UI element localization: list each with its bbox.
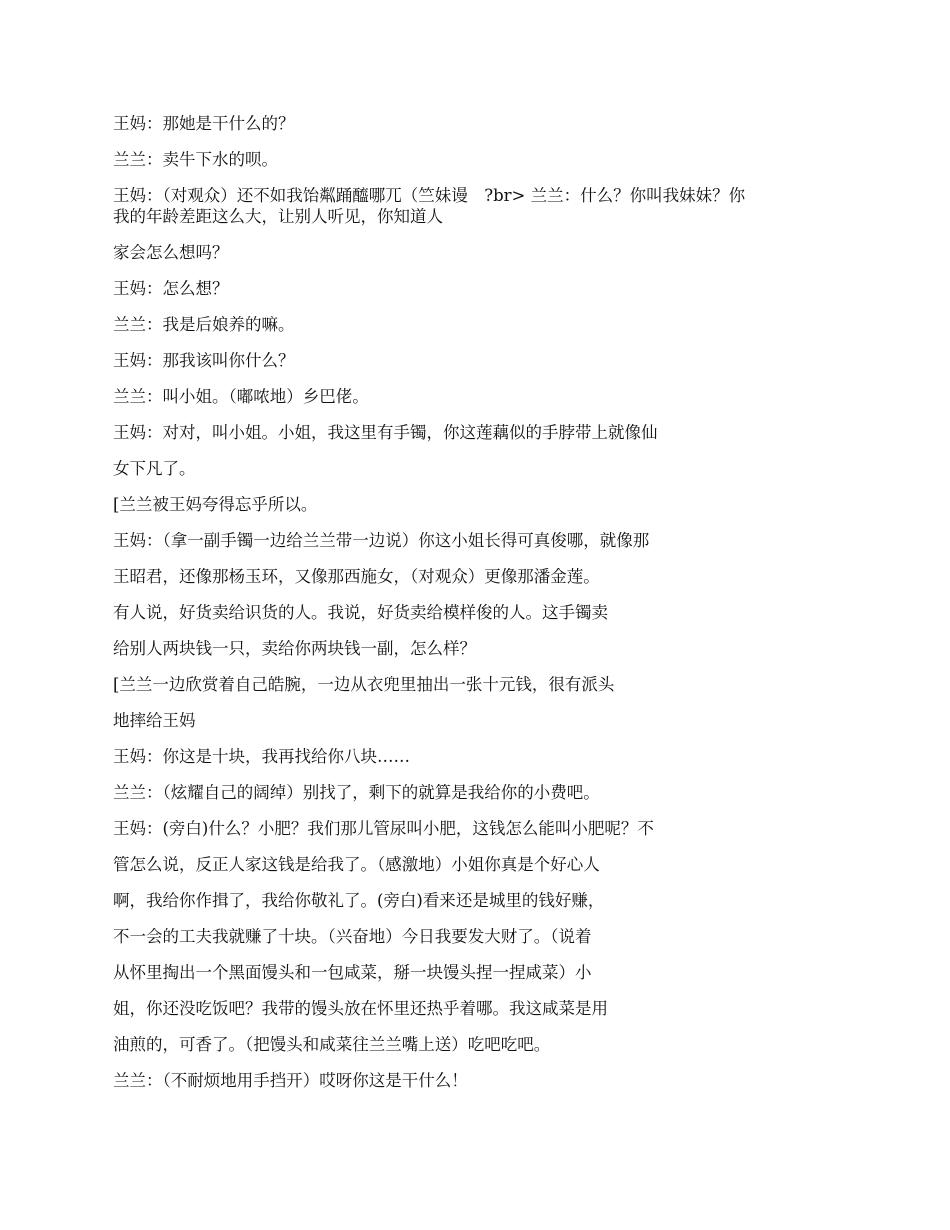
text-line: 兰兰：（不耐烦地用手挡开）哎呀你这是干什么！ [113,1071,468,1090]
text-line: 王昭君，还像那杨玉环，又像那西施女，（对观众）更像那潘金莲。 [113,567,600,586]
text-line: 王妈：（对观众）还不如我饴粼踊醯哪兀（竺妹谩 ?br> 兰兰：什么？你叫我妹妹？你 [113,186,746,205]
text-line: 有人说，好货卖给识货的人。我说，好货卖给模样俊的人。这手镯卖 [113,603,608,622]
text-line: 地摔给王妈 [113,711,196,730]
text-line: 女下凡了。 [113,459,196,478]
text-line: [兰兰一边欣赏着自己皓腕，一边从衣兜里抽出一张十元钱，很有派头 [113,675,615,694]
text-line: 姐，你还没吃饭吧？我带的馒头放在怀里还热乎着哪。我这咸菜是用 [113,999,608,1018]
text-line: 兰兰：我是后娘养的嘛。 [113,315,295,334]
text-line: 王妈：那她是干什么的？ [113,114,295,133]
text-line: 油煎的，可香了。（把馒头和咸菜往兰兰嘴上送）吃吧吃吧。 [113,1035,551,1054]
text-line: 我的年龄差距这么大，让别人听见，你知道人 [113,207,443,226]
text-line: 家会怎么想吗？ [113,243,229,262]
text-line: 兰兰：卖牛下水的呗。 [113,150,278,169]
text-line: 管怎么说，反正人家这钱是给我了。（感激地）小姐你真是个好心人 [113,855,600,874]
text-line: 王妈：那我该叫你什么？ [113,351,295,370]
text-line: 王妈：对对，叫小姐。小姐，我这里有手镯，你这莲藕似的手脖带上就像仙 [113,423,658,442]
text-line: 王妈：你这是十块，我再找给你八块…… [113,747,410,766]
text-line: 兰兰：（炫耀自己的阔绰）别找了，剩下的就算是我给你的小费吧。 [113,783,600,802]
text-line: 从怀里掏出一个黑面馒头和一包咸菜，掰一块馒头捏一捏咸菜）小 [113,963,592,982]
text-line: 王妈：（拿一副手镯一边给兰兰带一边说）你这小姐长得可真俊哪，就像那 [113,531,650,550]
text-line: [兰兰被王妈夸得忘乎所以。 [113,495,318,514]
text-line: 王妈：(旁白)什么？小肥？我们那儿管尿叫小肥，这钱怎么能叫小肥呢？不 [113,819,654,838]
text-line: 兰兰：叫小姐。（嘟哝地）乡巴佬。 [113,387,369,406]
text-line: 啊，我给你作揖了，我给你敬礼了。(旁白)看来还是城里的钱好赚， [113,891,605,910]
text-line: 不一会的工夫我就赚了十块。（兴奋地）今日我要发大财了。（说着 [113,927,592,946]
text-line: 给别人两块钱一只，卖给你两块钱一副，怎么样？ [113,639,476,658]
text-line: 王妈：怎么想？ [113,279,229,298]
